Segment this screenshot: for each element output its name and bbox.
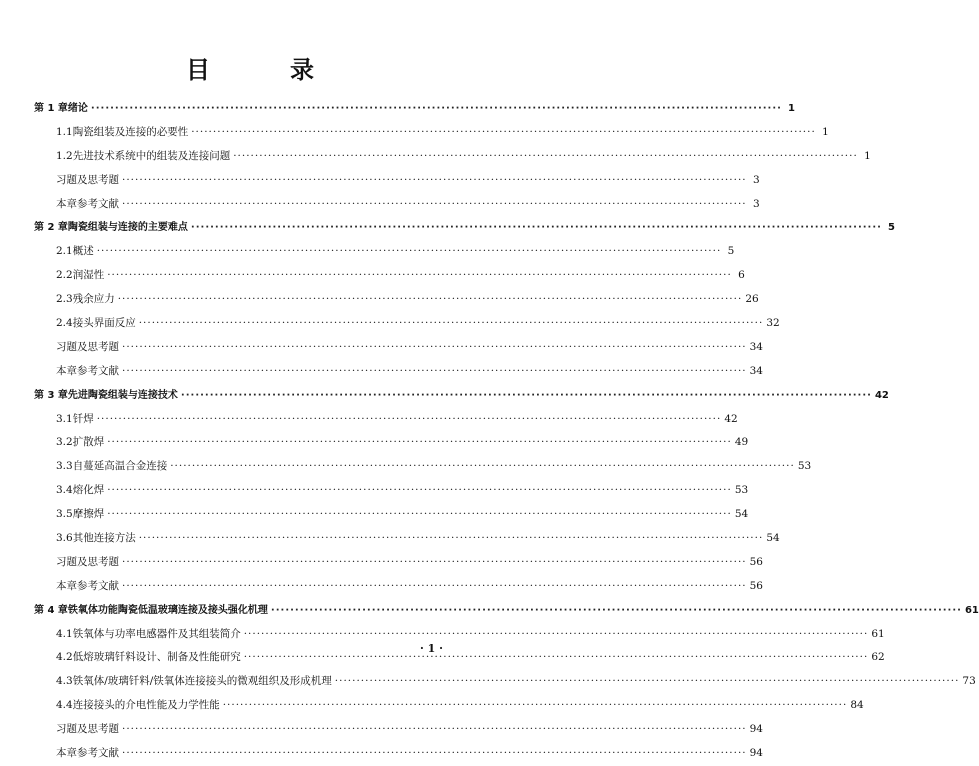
toc-entry-title: 习题及思考题	[56, 723, 119, 736]
dot-leader	[181, 384, 872, 408]
toc-entry-title: 陶瓷组装及连接的必要性	[72, 125, 189, 138]
toc-entry-number: 2.4	[56, 317, 73, 330]
toc-entry-page: 61	[964, 604, 979, 616]
toc-entry-page: 56	[749, 555, 763, 568]
dot-leader	[223, 694, 848, 718]
toc-entry-page: 61	[871, 627, 885, 640]
toc-entry-page: 73	[962, 675, 976, 688]
dot-leader	[244, 623, 869, 647]
toc-entry-number: 3.1	[56, 412, 73, 425]
toc-entry-page: 1	[864, 149, 871, 162]
toc-entry-page: 34	[749, 340, 763, 353]
toc-entry-page: 49	[734, 436, 749, 449]
toc-entry-page: 62	[871, 651, 885, 664]
page-number: · 1 ·	[420, 642, 443, 655]
dot-leader	[191, 121, 816, 145]
toc-entry-number: 3.4	[56, 484, 73, 497]
toc-entry-title: 绪论	[67, 103, 88, 114]
toc-section-entry	[34, 121, 829, 145]
dot-leader	[107, 431, 732, 455]
toc-extra-entry	[34, 336, 763, 360]
toc-section-entry	[34, 264, 745, 288]
toc-entry-number: 第 1 章	[34, 103, 68, 114]
toc-entry-title: 铁氧体/玻璃钎料/铁氧体连接接头的微观组织及形成机理	[72, 675, 332, 688]
dot-leader	[139, 312, 764, 336]
dot-leader	[107, 264, 732, 288]
dot-leader	[118, 288, 743, 312]
toc-entry-title: 自蔓延高温合金连接	[72, 460, 168, 473]
toc-section-entry	[34, 646, 885, 670]
toc-entry-page: 1	[822, 125, 829, 138]
dot-leader	[122, 551, 747, 575]
dot-leader	[139, 527, 764, 551]
dot-leader	[122, 575, 747, 599]
toc-entry-title: 连接接头的介电性能及力学性能	[72, 699, 220, 712]
toc-entry-page: 42	[724, 412, 738, 425]
toc-entry-page: 5	[887, 222, 895, 234]
toc-entry-number: 3.5	[56, 508, 73, 521]
dot-leader	[97, 408, 722, 432]
toc-entry-page: 5	[727, 245, 735, 258]
toc-chapter-entry	[34, 216, 895, 240]
toc-entry-number: 3.3	[56, 460, 73, 473]
toc-section-entry	[34, 240, 735, 264]
dot-leader	[107, 479, 732, 503]
toc-entry-title: 熔化焊	[72, 484, 105, 497]
toc-entry-page: 3	[752, 173, 760, 186]
toc-entry-number: 第 3 章	[34, 389, 68, 401]
toc-section-entry	[34, 455, 812, 479]
toc-section-entry	[34, 288, 759, 312]
toc-entry-number: 3.2	[56, 436, 73, 449]
page-title: 目 录	[186, 56, 342, 84]
toc-entry-page: 53	[734, 484, 749, 497]
toc-entry-title: 概述	[72, 245, 94, 258]
toc-entry-page: 42	[874, 389, 889, 401]
toc-entry-page: 53	[797, 460, 812, 473]
dot-leader	[122, 742, 747, 766]
toc-entry-title: 铁氧体与功率电感器件及其组装简介	[72, 627, 241, 640]
toc-section-entry	[34, 145, 871, 169]
toc-section-entry	[34, 623, 885, 647]
toc-entry-number: 第 4 章	[34, 604, 68, 616]
toc-entry-page: 6	[738, 269, 745, 282]
toc-entry-page: 34	[749, 364, 763, 377]
dot-leader	[122, 169, 747, 193]
toc-entry-title: 扩散焊	[72, 436, 105, 449]
dot-leader	[191, 216, 882, 240]
toc-extra-entry	[34, 193, 760, 217]
toc-extra-entry	[34, 551, 763, 575]
toc-entry-page: 84	[850, 699, 864, 712]
toc-entry-title: 润湿性	[72, 269, 105, 282]
toc-entry-number: 2.3	[56, 293, 73, 306]
dot-leader	[107, 503, 732, 527]
toc-section-entry	[34, 694, 864, 718]
toc-entry-title: 本章参考文献	[56, 197, 119, 210]
toc-entry-number: 4.1	[56, 627, 73, 640]
toc-chapter-entry	[34, 97, 795, 121]
toc-section-entry	[34, 431, 749, 455]
toc-entry-title: 低熔玻璃钎料设计、制备及性能研究	[72, 651, 241, 664]
dot-leader	[335, 670, 960, 694]
toc-entry-title: 本章参考文献	[56, 579, 119, 592]
toc-entry-title: 习题及思考题	[56, 173, 119, 186]
toc-section-entry	[34, 670, 976, 694]
toc-entry-page: 26	[745, 293, 759, 306]
dot-leader	[122, 718, 747, 742]
dot-leader	[271, 599, 962, 623]
toc-entry-title: 本章参考文献	[56, 364, 119, 377]
toc-entry-title: 习题及思考题	[56, 555, 119, 568]
toc-entry-page: 94	[749, 723, 763, 736]
toc-entry-title: 残余应力	[72, 293, 115, 306]
toc-entry-number: 4.4	[56, 699, 73, 712]
dot-leader	[233, 145, 858, 169]
toc-entry-page: 32	[766, 317, 780, 330]
toc-entry-title: 钎焊	[72, 412, 94, 425]
toc-entry-page: 1	[787, 103, 795, 114]
toc-chapter-entry	[34, 599, 979, 623]
toc-entry-title: 习题及思考题	[56, 340, 119, 353]
toc-entry-page: 3	[752, 197, 760, 210]
toc-extra-entry	[34, 360, 763, 384]
toc-entry-title: 先进技术系统中的组装及连接问题	[72, 149, 231, 162]
dot-leader	[122, 193, 747, 217]
toc-chapter-entry	[34, 384, 889, 408]
toc-extra-entry	[34, 742, 763, 766]
dot-leader	[170, 455, 795, 479]
toc-section-entry	[34, 408, 738, 432]
table-of-contents	[34, 97, 979, 766]
toc-entry-number: 2.2	[56, 269, 73, 282]
toc-entry-title: 其他连接方法	[72, 532, 136, 545]
toc-extra-entry	[34, 575, 763, 599]
toc-entry-number: 4.2	[56, 651, 73, 664]
dot-leader	[91, 97, 782, 121]
toc-entry-page: 94	[749, 747, 763, 760]
toc-section-entry	[34, 479, 749, 503]
toc-section-entry	[34, 527, 780, 551]
toc-entry-number: 1.1	[56, 125, 73, 138]
toc-entry-title: 陶瓷组装与连接的主要难点	[67, 222, 188, 234]
toc-entry-title: 铁氧体功能陶瓷低温玻璃连接及接头强化机理	[67, 604, 268, 616]
toc-extra-entry	[34, 169, 760, 193]
toc-entry-number: 第 2 章	[34, 222, 68, 234]
toc-entry-page: 54	[766, 532, 780, 545]
dot-leader	[244, 646, 869, 670]
toc-entry-number: 1.2	[56, 149, 73, 162]
toc-entry-number: 3.6	[56, 532, 73, 545]
toc-extra-entry	[34, 718, 763, 742]
dot-leader	[122, 360, 747, 384]
toc-entry-page: 54	[734, 508, 749, 521]
toc-entry-page: 56	[749, 579, 763, 592]
toc-entry-title: 先进陶瓷组装与连接技术	[67, 389, 178, 401]
toc-section-entry	[34, 503, 749, 527]
toc-section-entry	[34, 312, 780, 336]
dot-leader	[122, 336, 747, 360]
toc-entry-title: 本章参考文献	[56, 747, 119, 760]
dot-leader	[97, 240, 722, 264]
toc-entry-number: 2.1	[56, 245, 73, 258]
toc-entry-number: 4.3	[56, 675, 73, 688]
toc-entry-title: 接头界面反应	[72, 317, 136, 330]
toc-entry-title: 摩擦焊	[72, 508, 105, 521]
